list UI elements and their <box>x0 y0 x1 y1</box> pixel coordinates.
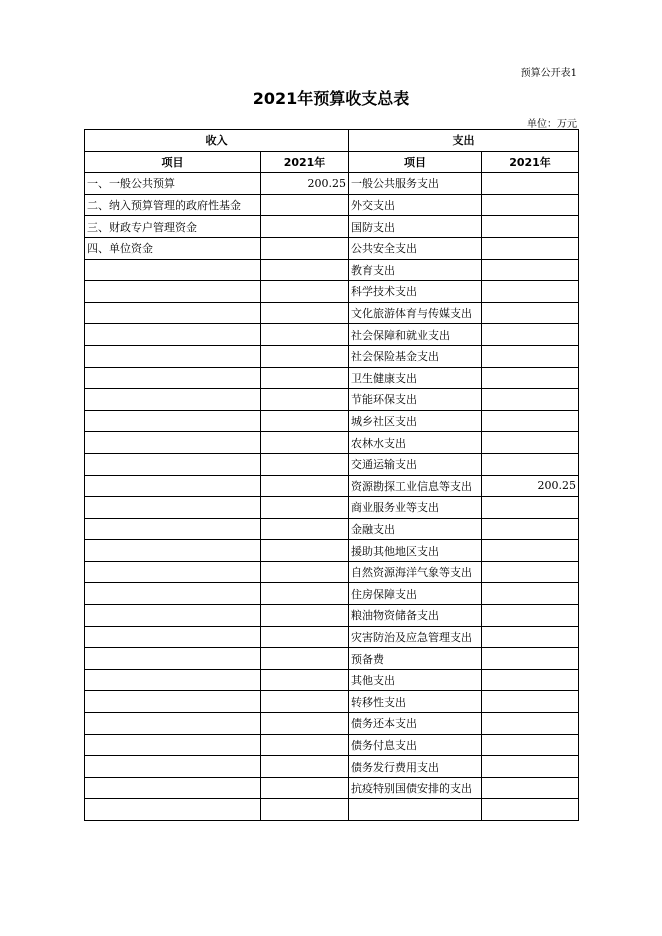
table-row <box>85 194 579 216</box>
expense-item-cell: 一般公共服务支出 <box>349 173 482 195</box>
table-row <box>85 777 579 799</box>
expense-value-cell <box>482 518 579 540</box>
income-value-cell <box>261 302 349 324</box>
income-item-cell <box>85 281 261 303</box>
income-value-cell <box>261 583 349 605</box>
income-value-cell <box>261 777 349 799</box>
income-item-cell <box>85 367 261 389</box>
income-value-cell <box>261 410 349 432</box>
table-row <box>85 691 579 713</box>
expense-value-cell <box>482 756 579 778</box>
income-item-cell: 一、一般公共预算 <box>85 173 261 195</box>
expense-value-cell <box>482 691 579 713</box>
table-row <box>85 173 579 195</box>
income-item-cell <box>85 799 261 821</box>
table-row <box>85 302 579 324</box>
expense-item-cell: 城乡社区支出 <box>349 410 482 432</box>
income-item-cell <box>85 756 261 778</box>
expense-value-cell <box>482 324 579 346</box>
income-value-cell <box>261 475 349 497</box>
expense-value-cell <box>482 777 579 799</box>
table-row <box>85 281 579 303</box>
expense-value-cell <box>482 540 579 562</box>
table-row <box>85 669 579 691</box>
expense-item-cell: 社会保险基金支出 <box>349 345 482 367</box>
expense-value-cell <box>482 302 579 324</box>
table-row <box>85 367 579 389</box>
expense-value-cell <box>482 713 579 735</box>
income-item-cell <box>85 777 261 799</box>
expense-value-cell <box>482 389 579 411</box>
expense-item-cell: 转移性支出 <box>349 691 482 713</box>
income-item-cell <box>85 605 261 627</box>
expense-value-cell <box>482 626 579 648</box>
income-value-cell <box>261 713 349 735</box>
expense-value-cell <box>482 605 579 627</box>
income-value-cell <box>261 497 349 519</box>
income-item-cell <box>85 561 261 583</box>
income-item-cell <box>85 691 261 713</box>
income-item-cell <box>85 626 261 648</box>
document-code: 预算公开表1 <box>520 68 577 79</box>
income-value-cell <box>261 734 349 756</box>
expense-item-cell: 灾害防治及应急管理支出 <box>349 626 482 648</box>
income-item-cell <box>85 453 261 475</box>
income-value-cell <box>261 605 349 627</box>
income-value-cell <box>261 561 349 583</box>
table-row <box>85 345 579 367</box>
table-row <box>85 259 579 281</box>
expense-item-cell: 预备费 <box>349 648 482 670</box>
income-item-cell <box>85 302 261 324</box>
income-item-cell <box>85 583 261 605</box>
expense-item-cell: 卫生健康支出 <box>349 367 482 389</box>
table-group-header-row <box>85 130 579 152</box>
expense-item-cell: 资源勘探工业信息等支出 <box>349 475 482 497</box>
expense-item-cell: 粮油物资储备支出 <box>349 605 482 627</box>
table-body <box>85 173 579 821</box>
expense-value-cell <box>482 561 579 583</box>
income-value-cell <box>261 345 349 367</box>
income-value-cell <box>261 216 349 238</box>
income-value-cell <box>261 432 349 454</box>
table-row <box>85 324 579 346</box>
expense-item-cell: 金融支出 <box>349 518 482 540</box>
expense-value-cell <box>482 259 579 281</box>
income-item-cell <box>85 497 261 519</box>
table-row <box>85 453 579 475</box>
income-item-cell <box>85 432 261 454</box>
income-value-cell <box>261 691 349 713</box>
budget-summary-table <box>84 129 579 821</box>
income-item-header: 项目 <box>85 151 261 173</box>
expense-value-cell <box>482 497 579 519</box>
table-row <box>85 497 579 519</box>
expense-value-cell <box>482 432 579 454</box>
expense-value-cell <box>482 410 579 432</box>
expense-value-cell: 200.25 <box>482 475 579 497</box>
income-value-cell <box>261 518 349 540</box>
expense-item-cell: 援助其他地区支出 <box>349 540 482 562</box>
unit-label: 单位：万元 <box>527 119 577 130</box>
income-item-cell <box>85 259 261 281</box>
income-value-cell <box>261 324 349 346</box>
expense-value-cell <box>482 194 579 216</box>
expense-group-header: 支出 <box>349 130 579 152</box>
expense-item-cell: 社会保障和就业支出 <box>349 324 482 346</box>
income-year-header: 2021年 <box>261 151 349 173</box>
expense-value-cell <box>482 453 579 475</box>
income-item-cell <box>85 540 261 562</box>
income-item-cell: 三、财政专户管理资金 <box>85 216 261 238</box>
expense-item-cell: 债务还本支出 <box>349 713 482 735</box>
income-item-cell <box>85 669 261 691</box>
expense-year-header: 2021年 <box>482 151 579 173</box>
expense-value-cell <box>482 734 579 756</box>
table-row <box>85 475 579 497</box>
expense-item-cell: 债务付息支出 <box>349 734 482 756</box>
table-row <box>85 799 579 821</box>
table-row <box>85 410 579 432</box>
expense-item-cell: 债务发行费用支出 <box>349 756 482 778</box>
income-value-cell <box>261 194 349 216</box>
table-row <box>85 605 579 627</box>
table-row <box>85 237 579 259</box>
income-value-cell: 200.25 <box>261 173 349 195</box>
table-row <box>85 389 579 411</box>
income-value-cell <box>261 756 349 778</box>
income-item-cell <box>85 648 261 670</box>
income-item-cell <box>85 518 261 540</box>
expense-item-cell: 交通运输支出 <box>349 453 482 475</box>
expense-item-cell: 公共安全支出 <box>349 237 482 259</box>
expense-value-cell <box>482 583 579 605</box>
expense-item-cell <box>349 799 482 821</box>
expense-value-cell <box>482 216 579 238</box>
expense-item-cell: 节能环保支出 <box>349 389 482 411</box>
income-item-cell <box>85 713 261 735</box>
expense-item-cell: 国防支出 <box>349 216 482 238</box>
income-item-cell <box>85 389 261 411</box>
page-title: 2021年预算收支总表 <box>252 89 410 108</box>
income-value-cell <box>261 281 349 303</box>
table-row <box>85 713 579 735</box>
income-item-cell: 四、单位资金 <box>85 237 261 259</box>
income-group-header: 收入 <box>85 130 349 152</box>
expense-item-cell: 教育支出 <box>349 259 482 281</box>
expense-item-cell: 其他支出 <box>349 669 482 691</box>
expense-item-cell: 文化旅游体育与传媒支出 <box>349 302 482 324</box>
income-value-cell <box>261 367 349 389</box>
income-item-cell <box>85 345 261 367</box>
expense-value-cell <box>482 648 579 670</box>
income-item-cell <box>85 324 261 346</box>
table-row <box>85 432 579 454</box>
expense-value-cell <box>482 799 579 821</box>
expense-value-cell <box>482 173 579 195</box>
income-value-cell <box>261 237 349 259</box>
table-row <box>85 561 579 583</box>
expense-item-cell: 外交支出 <box>349 194 482 216</box>
income-value-cell <box>261 389 349 411</box>
table-row <box>85 583 579 605</box>
expense-value-cell <box>482 669 579 691</box>
expense-item-cell: 农林水支出 <box>349 432 482 454</box>
expense-item-cell: 科学技术支出 <box>349 281 482 303</box>
income-value-cell <box>261 626 349 648</box>
income-value-cell <box>261 669 349 691</box>
table-row <box>85 756 579 778</box>
expense-value-cell <box>482 237 579 259</box>
income-value-cell <box>261 648 349 670</box>
income-item-cell <box>85 475 261 497</box>
table-row <box>85 626 579 648</box>
expense-value-cell <box>482 367 579 389</box>
table-row <box>85 540 579 562</box>
income-item-cell: 二、纳入预算管理的政府性基金 <box>85 194 261 216</box>
expense-value-cell <box>482 281 579 303</box>
expense-item-header: 项目 <box>349 151 482 173</box>
income-value-cell <box>261 259 349 281</box>
table-column-header-row <box>85 151 579 173</box>
table-row <box>85 216 579 238</box>
income-value-cell <box>261 540 349 562</box>
table-row <box>85 518 579 540</box>
income-value-cell <box>261 453 349 475</box>
expense-item-cell: 抗疫特别国债安排的支出 <box>349 777 482 799</box>
expense-item-cell: 住房保障支出 <box>349 583 482 605</box>
income-item-cell <box>85 734 261 756</box>
table-row <box>85 734 579 756</box>
income-value-cell <box>261 799 349 821</box>
expense-value-cell <box>482 345 579 367</box>
income-item-cell <box>85 410 261 432</box>
expense-item-cell: 商业服务业等支出 <box>349 497 482 519</box>
table-row <box>85 648 579 670</box>
expense-item-cell: 自然资源海洋气象等支出 <box>349 561 482 583</box>
